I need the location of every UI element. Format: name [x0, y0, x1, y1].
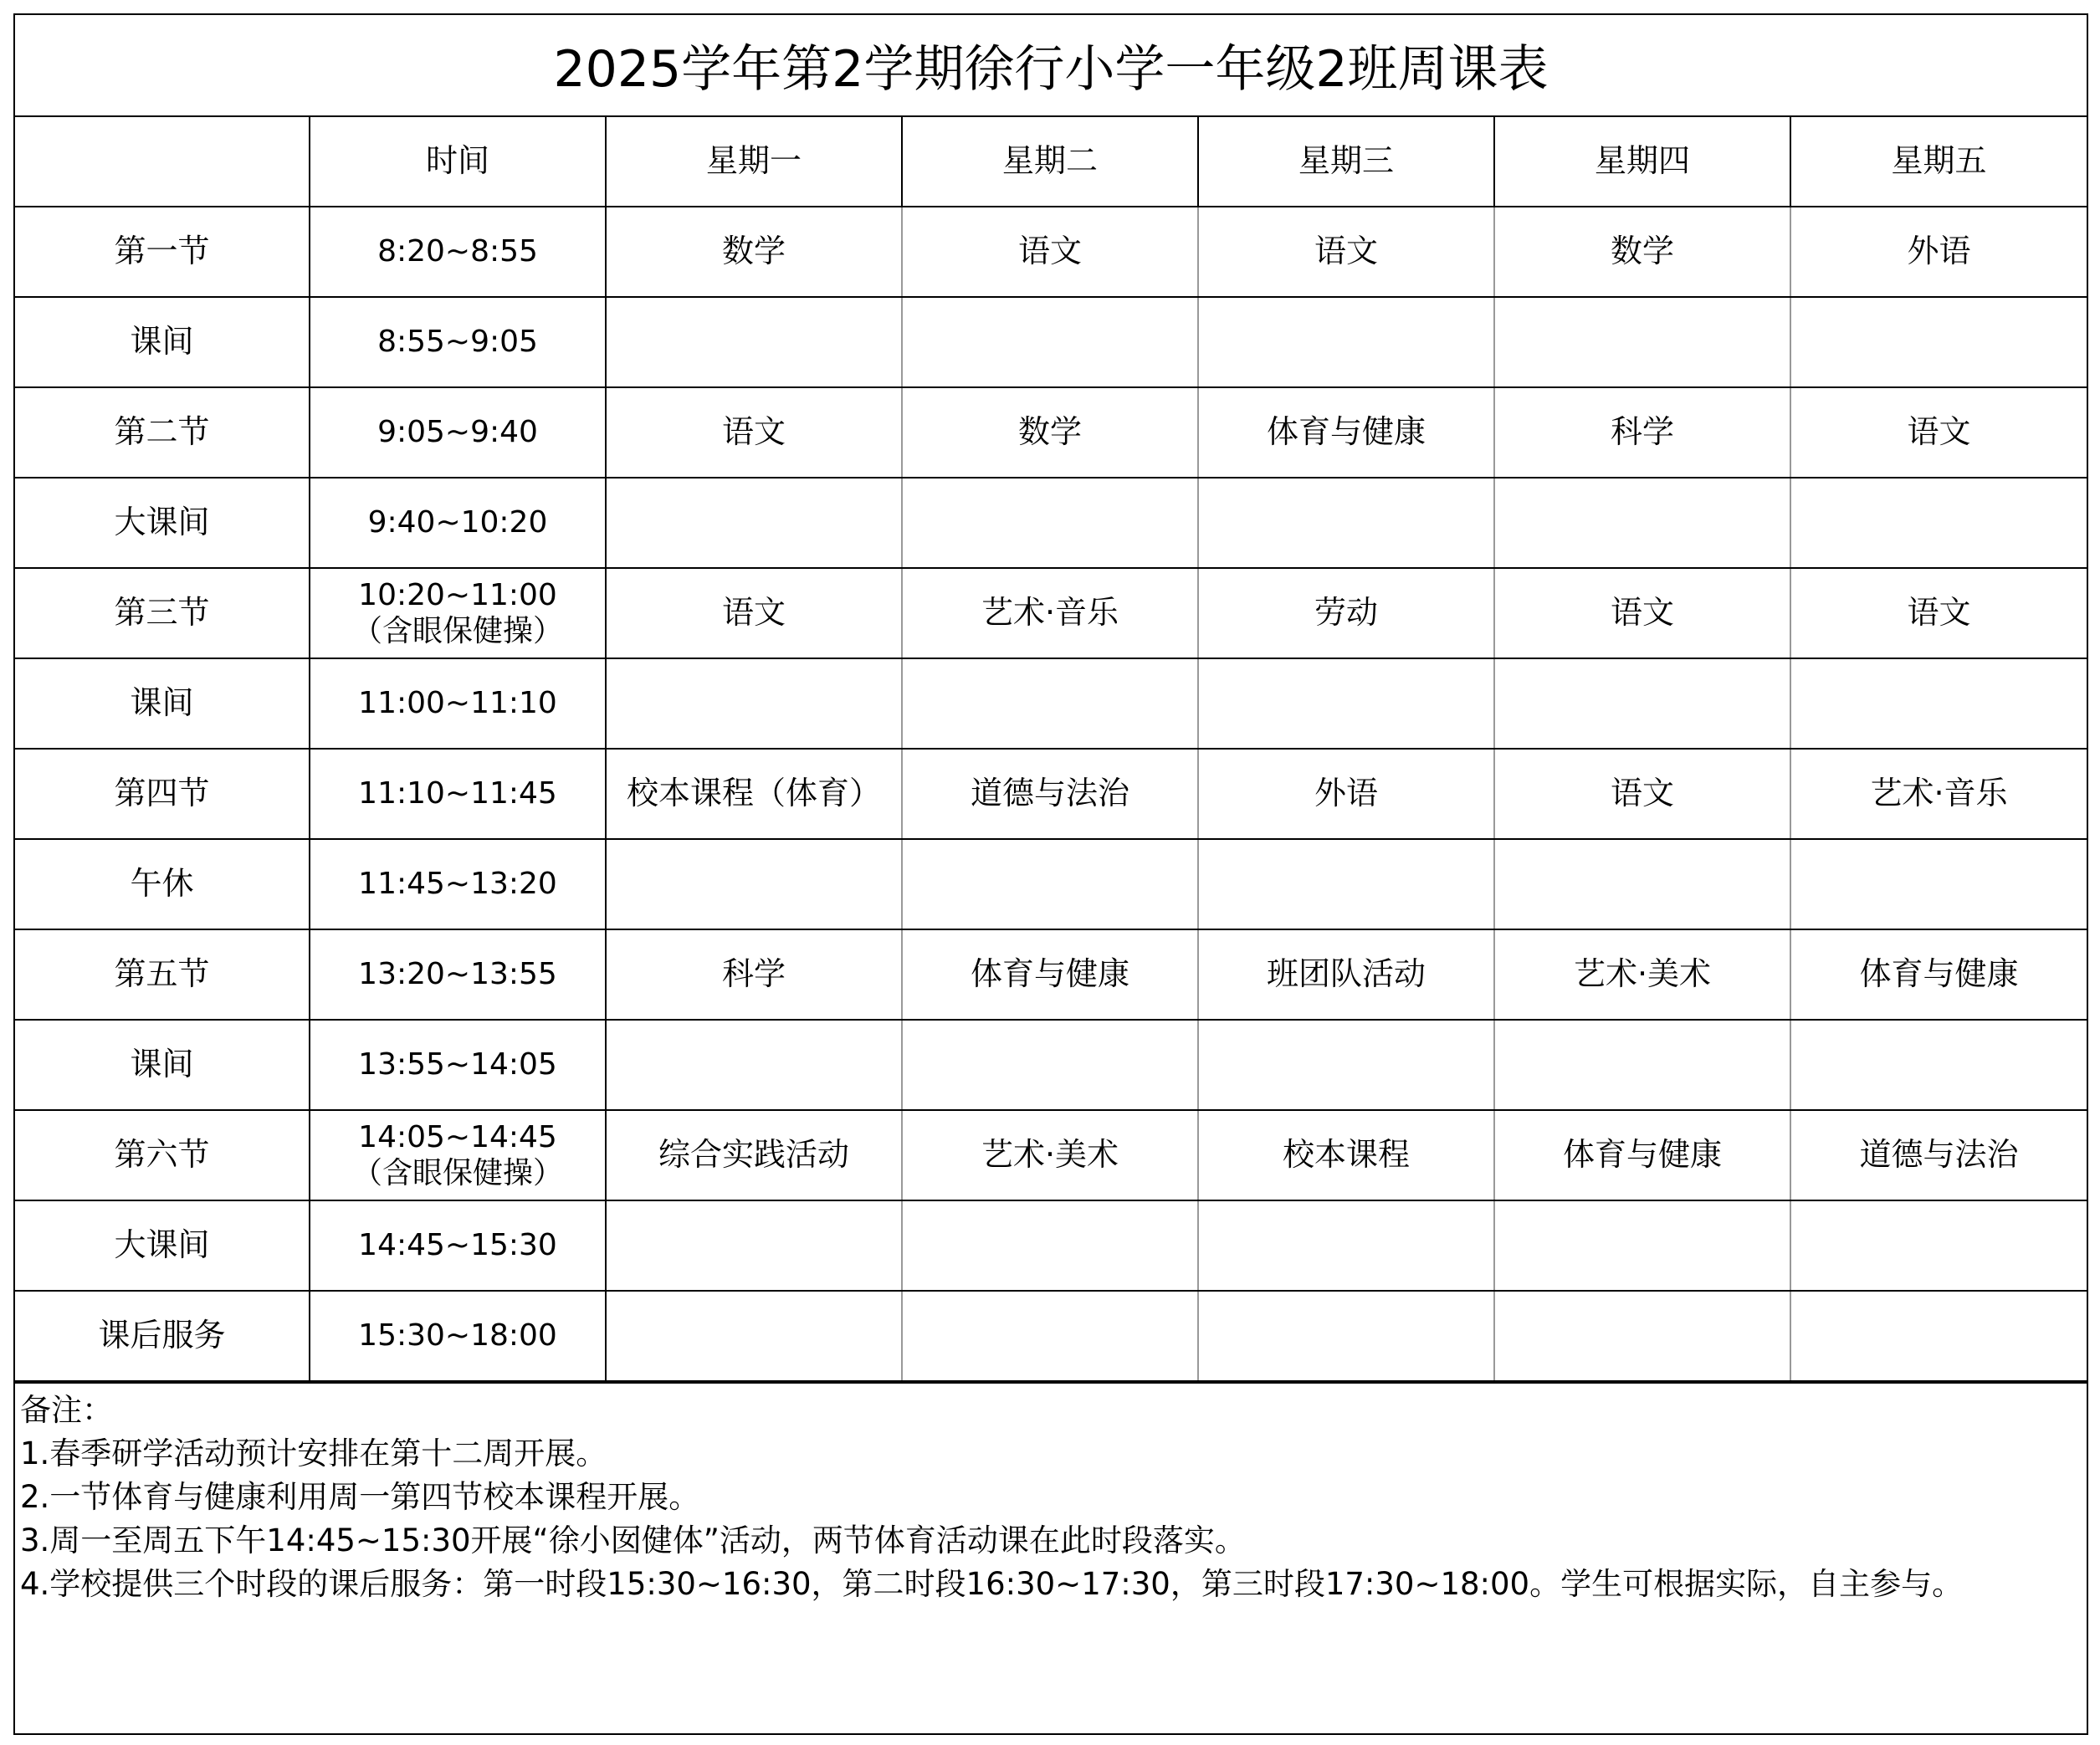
period-time-cell: [310, 929, 606, 1020]
period-time-cell: [310, 568, 606, 658]
course-cell: 语文: [1790, 568, 2087, 658]
course-cell: [1198, 1200, 1494, 1291]
course-cell: 体育与健康: [902, 929, 1198, 1020]
course-cell: 语文: [1790, 387, 2087, 478]
course-cell: 科学: [606, 929, 902, 1020]
schedule-body: [15, 117, 2087, 1381]
schedule-row: [15, 749, 2087, 839]
period-name-cell: 课间: [15, 1020, 310, 1110]
course-cell: 语文: [902, 207, 1198, 297]
course-cell: [902, 297, 1198, 387]
period-name-cell: 课后服务: [15, 1291, 310, 1381]
course-cell: 艺术·音乐: [1790, 749, 2087, 839]
period-name-cell: 第六节: [15, 1110, 310, 1200]
schedule-row: [15, 1200, 2087, 1291]
course-cell: 语文: [606, 568, 902, 658]
course-cell: [1790, 1020, 2087, 1110]
period-name-cell: 第一节: [15, 207, 310, 297]
course-cell: [1790, 658, 2087, 749]
schedule-row: [15, 839, 2087, 929]
course-cell: [1494, 839, 1790, 929]
course-cell: 道德与法治: [1790, 1110, 2087, 1200]
period-time-cell: [310, 658, 606, 749]
period-name-cell: 第五节: [15, 929, 310, 1020]
period-time-cell: [310, 478, 606, 568]
course-cell: [1790, 839, 2087, 929]
course-cell: 艺术·美术: [1494, 929, 1790, 1020]
course-cell: 体育与健康: [1790, 929, 2087, 1020]
schedule-row: [15, 297, 2087, 387]
period-name-cell: 第二节: [15, 387, 310, 478]
header-cell-time: 时间: [310, 117, 606, 207]
schedule-row: [15, 387, 2087, 478]
course-cell: [1494, 297, 1790, 387]
period-time-text: 11:10~11:45: [358, 776, 557, 811]
course-cell: [902, 1020, 1198, 1110]
header-cell-wednesday: 星期三: [1198, 117, 1494, 207]
period-time-text: 8:20~8:55: [377, 234, 538, 269]
schedule-row: [15, 1291, 2087, 1381]
period-time-note: （含眼保健操）: [351, 1156, 563, 1190]
note-item: 2.一节体育与健康利用周一第四节校本课程开展。: [20, 1479, 700, 1515]
period-name-cell: 课间: [15, 658, 310, 749]
course-cell: [1198, 1020, 1494, 1110]
header-row: [15, 117, 2087, 207]
period-time-text: 15:30~18:00: [358, 1318, 557, 1354]
course-cell: [606, 478, 902, 568]
timetable-sheet: [13, 13, 2088, 1735]
schedule-row: [15, 478, 2087, 568]
notes-heading: 备注：: [20, 1392, 113, 1428]
period-time-text: 9:40~10:20: [367, 505, 548, 540]
period-time-text: 14:05~14:45: [358, 1119, 557, 1154]
course-cell: 外语: [1790, 207, 2087, 297]
course-cell: [902, 1200, 1198, 1291]
period-name-cell: 大课间: [15, 478, 310, 568]
period-time-cell: [310, 1110, 606, 1200]
course-cell: [1198, 1291, 1494, 1381]
course-cell: [1790, 297, 2087, 387]
course-cell: [1494, 478, 1790, 568]
period-name-cell: 第四节: [15, 749, 310, 839]
period-time-cell: [310, 297, 606, 387]
schedule-row: [15, 1020, 2087, 1110]
period-time-text: 14:45~15:30: [358, 1228, 557, 1263]
course-cell: 校本课程: [1198, 1110, 1494, 1200]
period-name-cell: 课间: [15, 297, 310, 387]
course-cell: [606, 297, 902, 387]
course-cell: 体育与健康: [1198, 387, 1494, 478]
course-cell: [902, 658, 1198, 749]
period-name-cell: 大课间: [15, 1200, 310, 1291]
period-time-text: 11:00~11:10: [358, 686, 557, 721]
notes-section: [15, 1382, 2087, 1606]
course-cell: 语文: [606, 387, 902, 478]
period-time-text: 9:05~9:40: [377, 415, 538, 450]
schedule-row: [15, 658, 2087, 749]
period-time-cell: [310, 1200, 606, 1291]
course-cell: 数学: [902, 387, 1198, 478]
course-cell: [1790, 478, 2087, 568]
course-cell: [1790, 1200, 2087, 1291]
period-time-text: 10:20~11:00: [358, 577, 557, 612]
course-cell: [1790, 1291, 2087, 1381]
course-cell: [902, 478, 1198, 568]
course-cell: 科学: [1494, 387, 1790, 478]
period-name-cell: 午休: [15, 839, 310, 929]
course-cell: 班团队活动: [1198, 929, 1494, 1020]
course-cell: 数学: [606, 207, 902, 297]
period-time-text: 8:55~9:05: [377, 325, 538, 360]
header-cell-corner: [15, 117, 310, 207]
course-cell: [1198, 478, 1494, 568]
period-time-cell: [310, 749, 606, 839]
course-cell: [606, 1020, 902, 1110]
course-cell: 语文: [1494, 568, 1790, 658]
course-cell: [606, 839, 902, 929]
header-cell-friday: 星期五: [1790, 117, 2087, 207]
course-cell: 道德与法治: [902, 749, 1198, 839]
period-time-cell: [310, 1291, 606, 1381]
course-cell: [606, 1291, 902, 1381]
course-cell: 艺术·美术: [902, 1110, 1198, 1200]
course-cell: [1494, 658, 1790, 749]
course-cell: 艺术·音乐: [902, 568, 1198, 658]
period-time-note: （含眼保健操）: [351, 614, 563, 648]
course-cell: [1198, 658, 1494, 749]
note-item: 4.学校提供三个时段的课后服务：第一时段15:30~16:30，第二时段16:30~17:30，第三时段17:30~18:00。学生可根据实际，自主参与。: [20, 1566, 1964, 1602]
header-cell-thursday: 星期四: [1494, 117, 1790, 207]
period-name-cell: 第三节: [15, 568, 310, 658]
schedule-row: [15, 1110, 2087, 1200]
course-cell: [1494, 1291, 1790, 1381]
period-time-cell: [310, 387, 606, 478]
period-time-text: 13:20~13:55: [358, 957, 557, 992]
header-cell-tuesday: 星期二: [902, 117, 1198, 207]
header-cell-monday: 星期一: [606, 117, 902, 207]
course-cell: [1198, 297, 1494, 387]
period-time-cell: [310, 207, 606, 297]
course-cell: [902, 839, 1198, 929]
course-cell: 综合实践活动: [606, 1110, 902, 1200]
note-item: 3.周一至周五下午14:45~15:30开展“徐小囡健体”活动，两节体育活动课在此时段落实。: [20, 1522, 1246, 1558]
course-cell: 语文: [1494, 749, 1790, 839]
note-item: 1.春季研学活动预计安排在第十二周开展。: [20, 1435, 607, 1471]
course-cell: 体育与健康: [1494, 1110, 1790, 1200]
course-cell: [1494, 1020, 1790, 1110]
course-cell: [902, 1291, 1198, 1381]
schedule-row: [15, 929, 2087, 1020]
schedule-row: [15, 568, 2087, 658]
timetable-title: 2025学年第2学期徐行小学一年级2班周课表: [15, 15, 2087, 117]
period-time-text: 11:45~13:20: [358, 867, 557, 902]
schedule-row: [15, 207, 2087, 297]
course-cell: [1198, 839, 1494, 929]
course-cell: 语文: [1198, 207, 1494, 297]
period-time-cell: [310, 839, 606, 929]
course-cell: 外语: [1198, 749, 1494, 839]
course-cell: [1494, 1200, 1790, 1291]
period-time-text: 13:55~14:05: [358, 1047, 557, 1082]
course-cell: 校本课程（体育）: [606, 749, 902, 839]
course-cell: [606, 1200, 902, 1291]
course-cell: 数学: [1494, 207, 1790, 297]
period-time-cell: [310, 1020, 606, 1110]
course-cell: 劳动: [1198, 568, 1494, 658]
course-cell: [606, 658, 902, 749]
schedule-table: [15, 117, 2087, 1382]
